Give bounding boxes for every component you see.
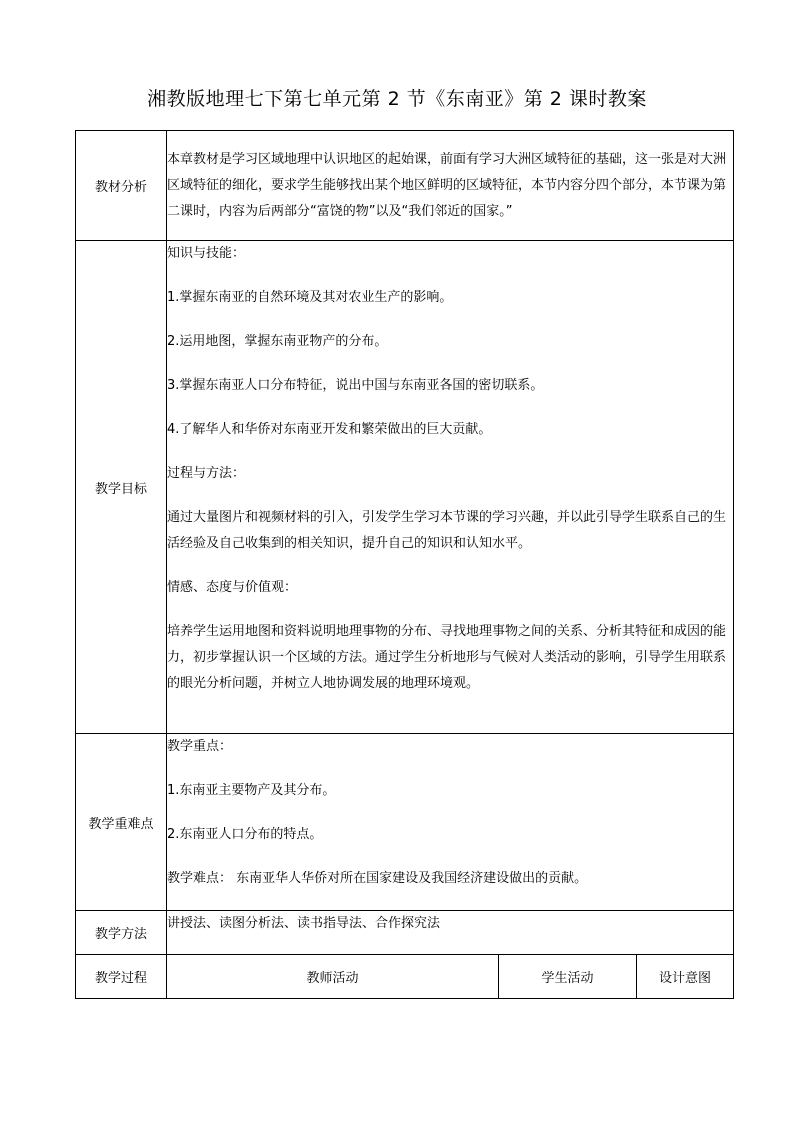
process-header-row (76, 955, 734, 999)
objectives-row (76, 241, 734, 734)
analysis-content (167, 131, 734, 241)
design-intent-header: 设计意图 (637, 955, 734, 999)
process-label: 教学过程 (76, 955, 167, 999)
teacher-activity-header: 教师活动 (167, 955, 499, 999)
methods-content (167, 911, 734, 955)
objectives-label: 教学目标 (76, 241, 167, 734)
knowledge-item-1: 1.掌握东南亚的自然环境及其对农业生产的影响。 (167, 290, 453, 305)
knowledge-item-3: 3.掌握东南亚人口分布特征，说出中国与东南亚各国的密切联系。 (167, 378, 544, 393)
analysis-text: 本章教材是学习区域地理中认识地区的起始课，前面有学习大洲区域特征的基础，这一张是对大洲区域特征的细化，要求学生能够找出某个地区鲜明的区域特征，本节内容分四个部分，本节课为第二课时，内容为后两部分“富饶的物”以及“我们邻近的国家。” (167, 151, 727, 219)
knowledge-item-4: 4.了解华人和华侨对东南亚开发和繁荣做出的巨大贡献。 (167, 422, 492, 437)
document-title: 湘教版地理七下第七单元第 2 节《东南亚》第 2 课时教案 (147, 88, 647, 110)
keypoints-content (167, 734, 734, 911)
process-heading: 过程与方法： (167, 466, 246, 481)
methods-label: 教学方法 (76, 911, 167, 955)
keypoints-row (76, 734, 734, 911)
objectives-content (167, 241, 734, 734)
methods-row (76, 911, 734, 955)
analysis-label: 教材分析 (76, 131, 167, 241)
lesson-plan-table (75, 130, 734, 999)
methods-text: 讲授法、读图分析法、读书指导法、合作探究法 (167, 916, 441, 931)
emotion-heading: 情感、态度与价值观： (167, 580, 298, 595)
focus-heading: 教学重点： (167, 739, 233, 754)
focus-item-2: 2.东南亚人口分布的特点。 (167, 827, 323, 842)
student-activity-header: 学生活动 (499, 955, 637, 999)
emotion-text: 培养学生运用地图和资料说明地理事物的分布、寻找地理事物之间的关系、分析其特征和成因的能力，初步掌握认识一个区域的方法。通过学生分析地形与气候对人类活动的影响，引导学生用联系的眼光分析问题，并树立人地协调发展的地理环境观。 (167, 624, 727, 691)
analysis-row (76, 131, 734, 241)
focus-item-1: 1.东南亚主要物产及其分布。 (167, 783, 336, 798)
knowledge-item-2: 2.运用地图，掌握东南亚物产的分布。 (167, 334, 388, 349)
process-text: 通过大量图片和视频材料的引入，引发学生学习本节课的学习兴趣，并以此引导学生联系自己的生活经验及自己收集到的相关知识，提升自己的知识和认知水平。 (167, 510, 727, 551)
difficulty-text: 教学难点： 东南亚华人华侨对所在国家建设及我国经济建设做出的贡献。 (167, 871, 588, 886)
knowledge-heading: 知识与技能： (167, 246, 246, 261)
keypoints-label: 教学重难点 (76, 734, 167, 911)
